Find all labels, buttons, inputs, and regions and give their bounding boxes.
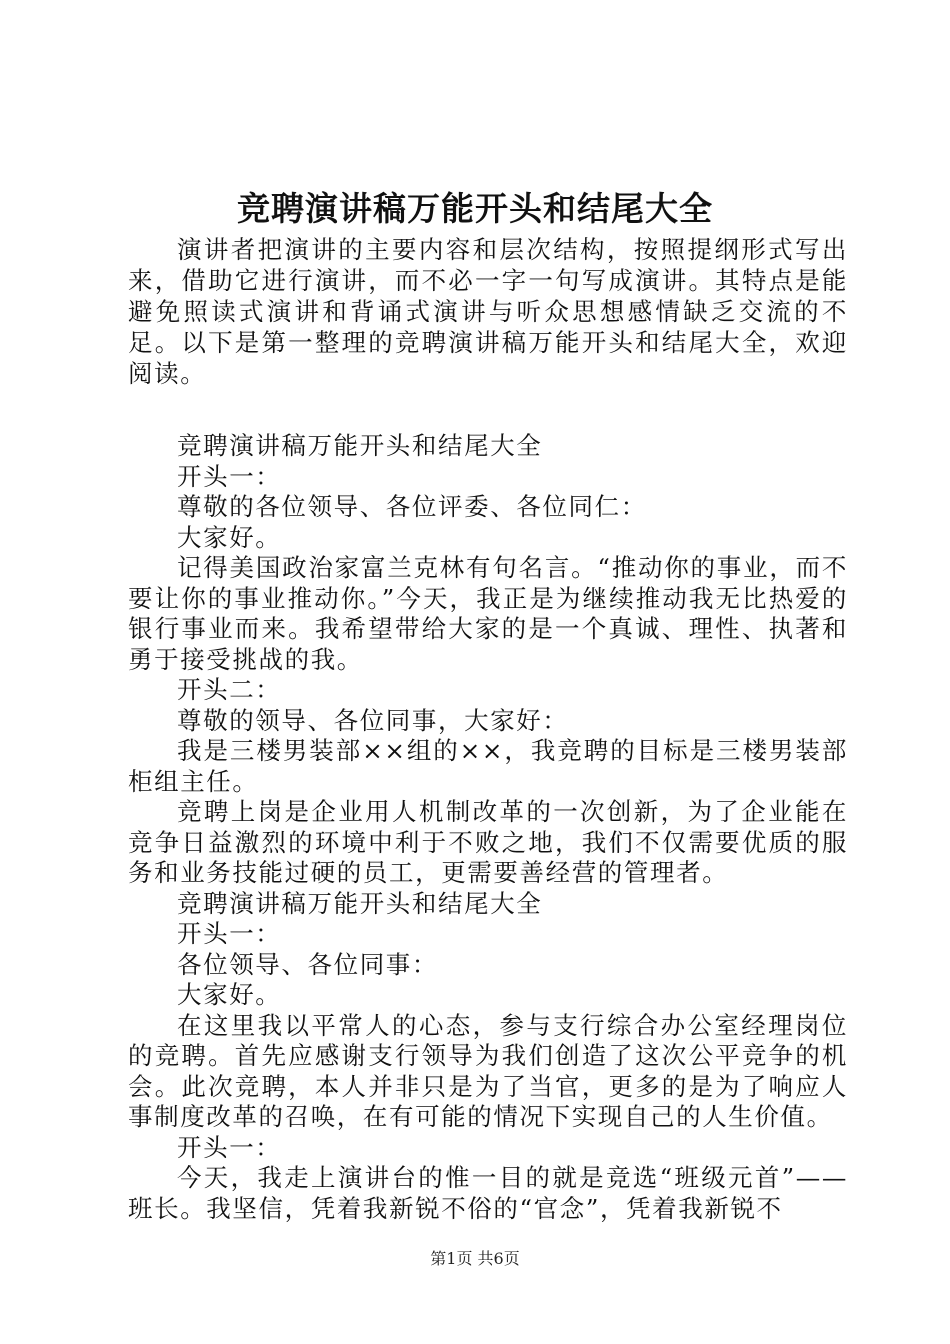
body-paragraph: 在这里我以平常人的心态，参与支行综合办公室经理岗位的竞聘。首先应感谢支行领导为我们创造了这次公平竞争的机会。此次竞聘，本人并非只是为了当官，更多的是为了响应人事制度改革的召唤，在有可能的情况下实现自己的人生价值。: [128, 1010, 848, 1131]
page-number-footer: 第1页 共6页: [430, 1249, 520, 1268]
salutation: 尊敬的各位领导、各位评委、各位同仁：: [177, 492, 647, 521]
body-paragraph: 我是三楼男装部××组的××，我竞聘的目标是三楼男装部柜组主任。: [128, 736, 848, 796]
document-title: 竞聘演讲稿万能开头和结尾大全: [237, 189, 713, 228]
opening-label: 开头一：: [177, 919, 282, 948]
section-heading: 竞聘演讲稿万能开头和结尾大全: [177, 431, 543, 460]
body-paragraph: 记得美国政治家富兰克林有句名言。“推动你的事业，而不要让你的事业推动你。”今天，我正是为继续推动我无比热爱的银行事业而来。我希望带给大家的是一个真诚、理性、执著和勇于接受挑战的我。: [128, 553, 848, 674]
opening-label: 开头二：: [177, 675, 282, 704]
body-paragraph: 今天，我走上演讲台的惟一目的就是竞选“班级元首”——班长。我坚信，凭着我新锐不俗的“官念”，凭着我新锐不: [128, 1163, 848, 1223]
intro-paragraph: 演讲者把演讲的主要内容和层次结构，按照提纲形式写出来，借助它进行演讲，而不必一字一句写成演讲。其特点是能避免照读式演讲和背诵式演讲与听众思想感情缺乏交流的不足。以下是第一整理的竞聘演讲稿万能开头和结尾大全，欢迎阅读。: [128, 235, 848, 388]
opening-label: 开头一：: [177, 1132, 282, 1162]
section-heading: 竞聘演讲稿万能开头和结尾大全: [177, 888, 543, 918]
opening-label: 开头一：: [177, 461, 282, 491]
salutation: 各位领导、各位同事：: [177, 949, 438, 979]
body-paragraph: 竞聘上岗是企业用人机制改革的一次创新，为了企业能在竞争日益激烈的环境中利于不败之地，我们不仅需要优质的服务和业务技能过硬的员工，更需要善经营的管理者。: [128, 797, 848, 887]
greeting: 大家好。: [177, 980, 282, 1009]
salutation: 尊敬的领导、各位同事，大家好：: [177, 705, 569, 735]
document-body: [128, 234, 848, 1224]
section-spacer: [128, 389, 848, 431]
greeting: 大家好。: [177, 522, 282, 552]
